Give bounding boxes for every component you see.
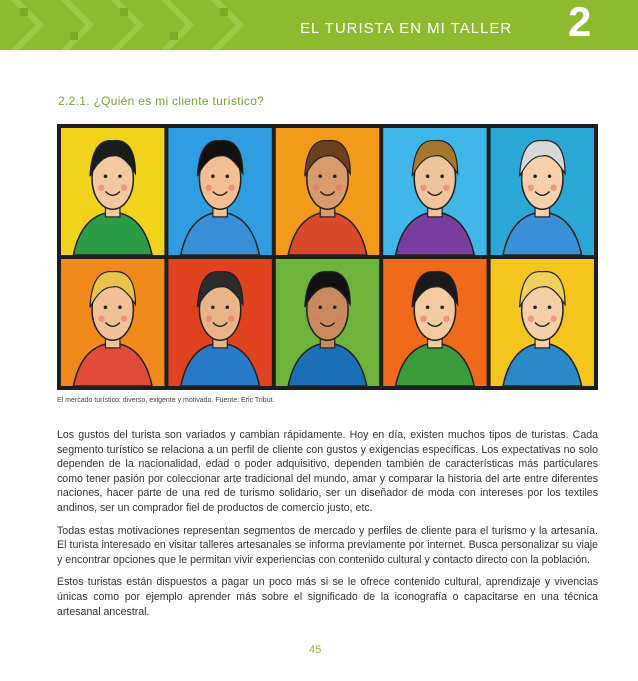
portrait-tile <box>383 128 486 255</box>
section-title: 2.2.1. ¿Quién es mi cliente turístico? <box>58 94 265 108</box>
illustration-caption: El mercado turístico: diverso, exigente y motivado. Fuente: Eric Tribut. <box>57 397 275 404</box>
body-text <box>57 428 598 627</box>
page-number: 45 <box>309 644 322 656</box>
portrait-tile <box>168 259 271 386</box>
paragraph-2: Todas estas motivaciones representan segmentos de mercado y perfiles de cliente para el turismo y la artesanía. El turista interesado en visitar talleres artesanales se informa previamente por internet. Busca personalizar su viaje y encontrar opciones que le permitan vivir experiencias con contenido cultural y contacto directo con la población. <box>57 524 598 566</box>
paragraph-3: Estos turistas están dispuestos a pagar un poco más si se le ofrece contenido cultural, aprendizaje y vivencias únicas como por ejemplo aprender más sobre el significado de la iconografía o capacitarse en una técnica artesanal ancestral. <box>57 576 598 618</box>
portrait-tile <box>276 259 379 386</box>
portrait-tile <box>383 259 486 386</box>
portrait-tile <box>491 259 594 386</box>
portrait-tile <box>168 128 271 255</box>
paragraph-1: Los gustos del turista son variados y cambian rápidamente. Hoy en día, existen muchos tipos de turistas. Cada segmento turístico se relaciona a un perfil de cliente con gustos y exigencias específicas. Los expectativas no solo dependen de la nacionalidad, edad o poder adquisitivo, dependen también de características más particulares como tener pasión por coleccionar arte tradicional del mundo, amar y comparar la historia del arte entre diferentes naciones, hacer parte de una red de turismo solidario, ser un diseñador de moda con intereses por los textiles andinos, ser un comprador fiel de productos de comercio justo, etc. <box>57 429 598 514</box>
portrait-tile <box>61 259 164 386</box>
chapter-header-bar <box>0 0 638 50</box>
portrait-tile <box>491 128 594 255</box>
chapter-title: EL TURISTA EN MI TALLER <box>300 20 513 37</box>
tourist-portraits-illustration <box>57 124 598 390</box>
header-pattern <box>0 0 300 50</box>
portrait-tile <box>61 128 164 255</box>
chapter-number: 2 <box>568 0 592 45</box>
portraits-grid <box>57 124 598 390</box>
portrait-tile <box>276 128 379 255</box>
